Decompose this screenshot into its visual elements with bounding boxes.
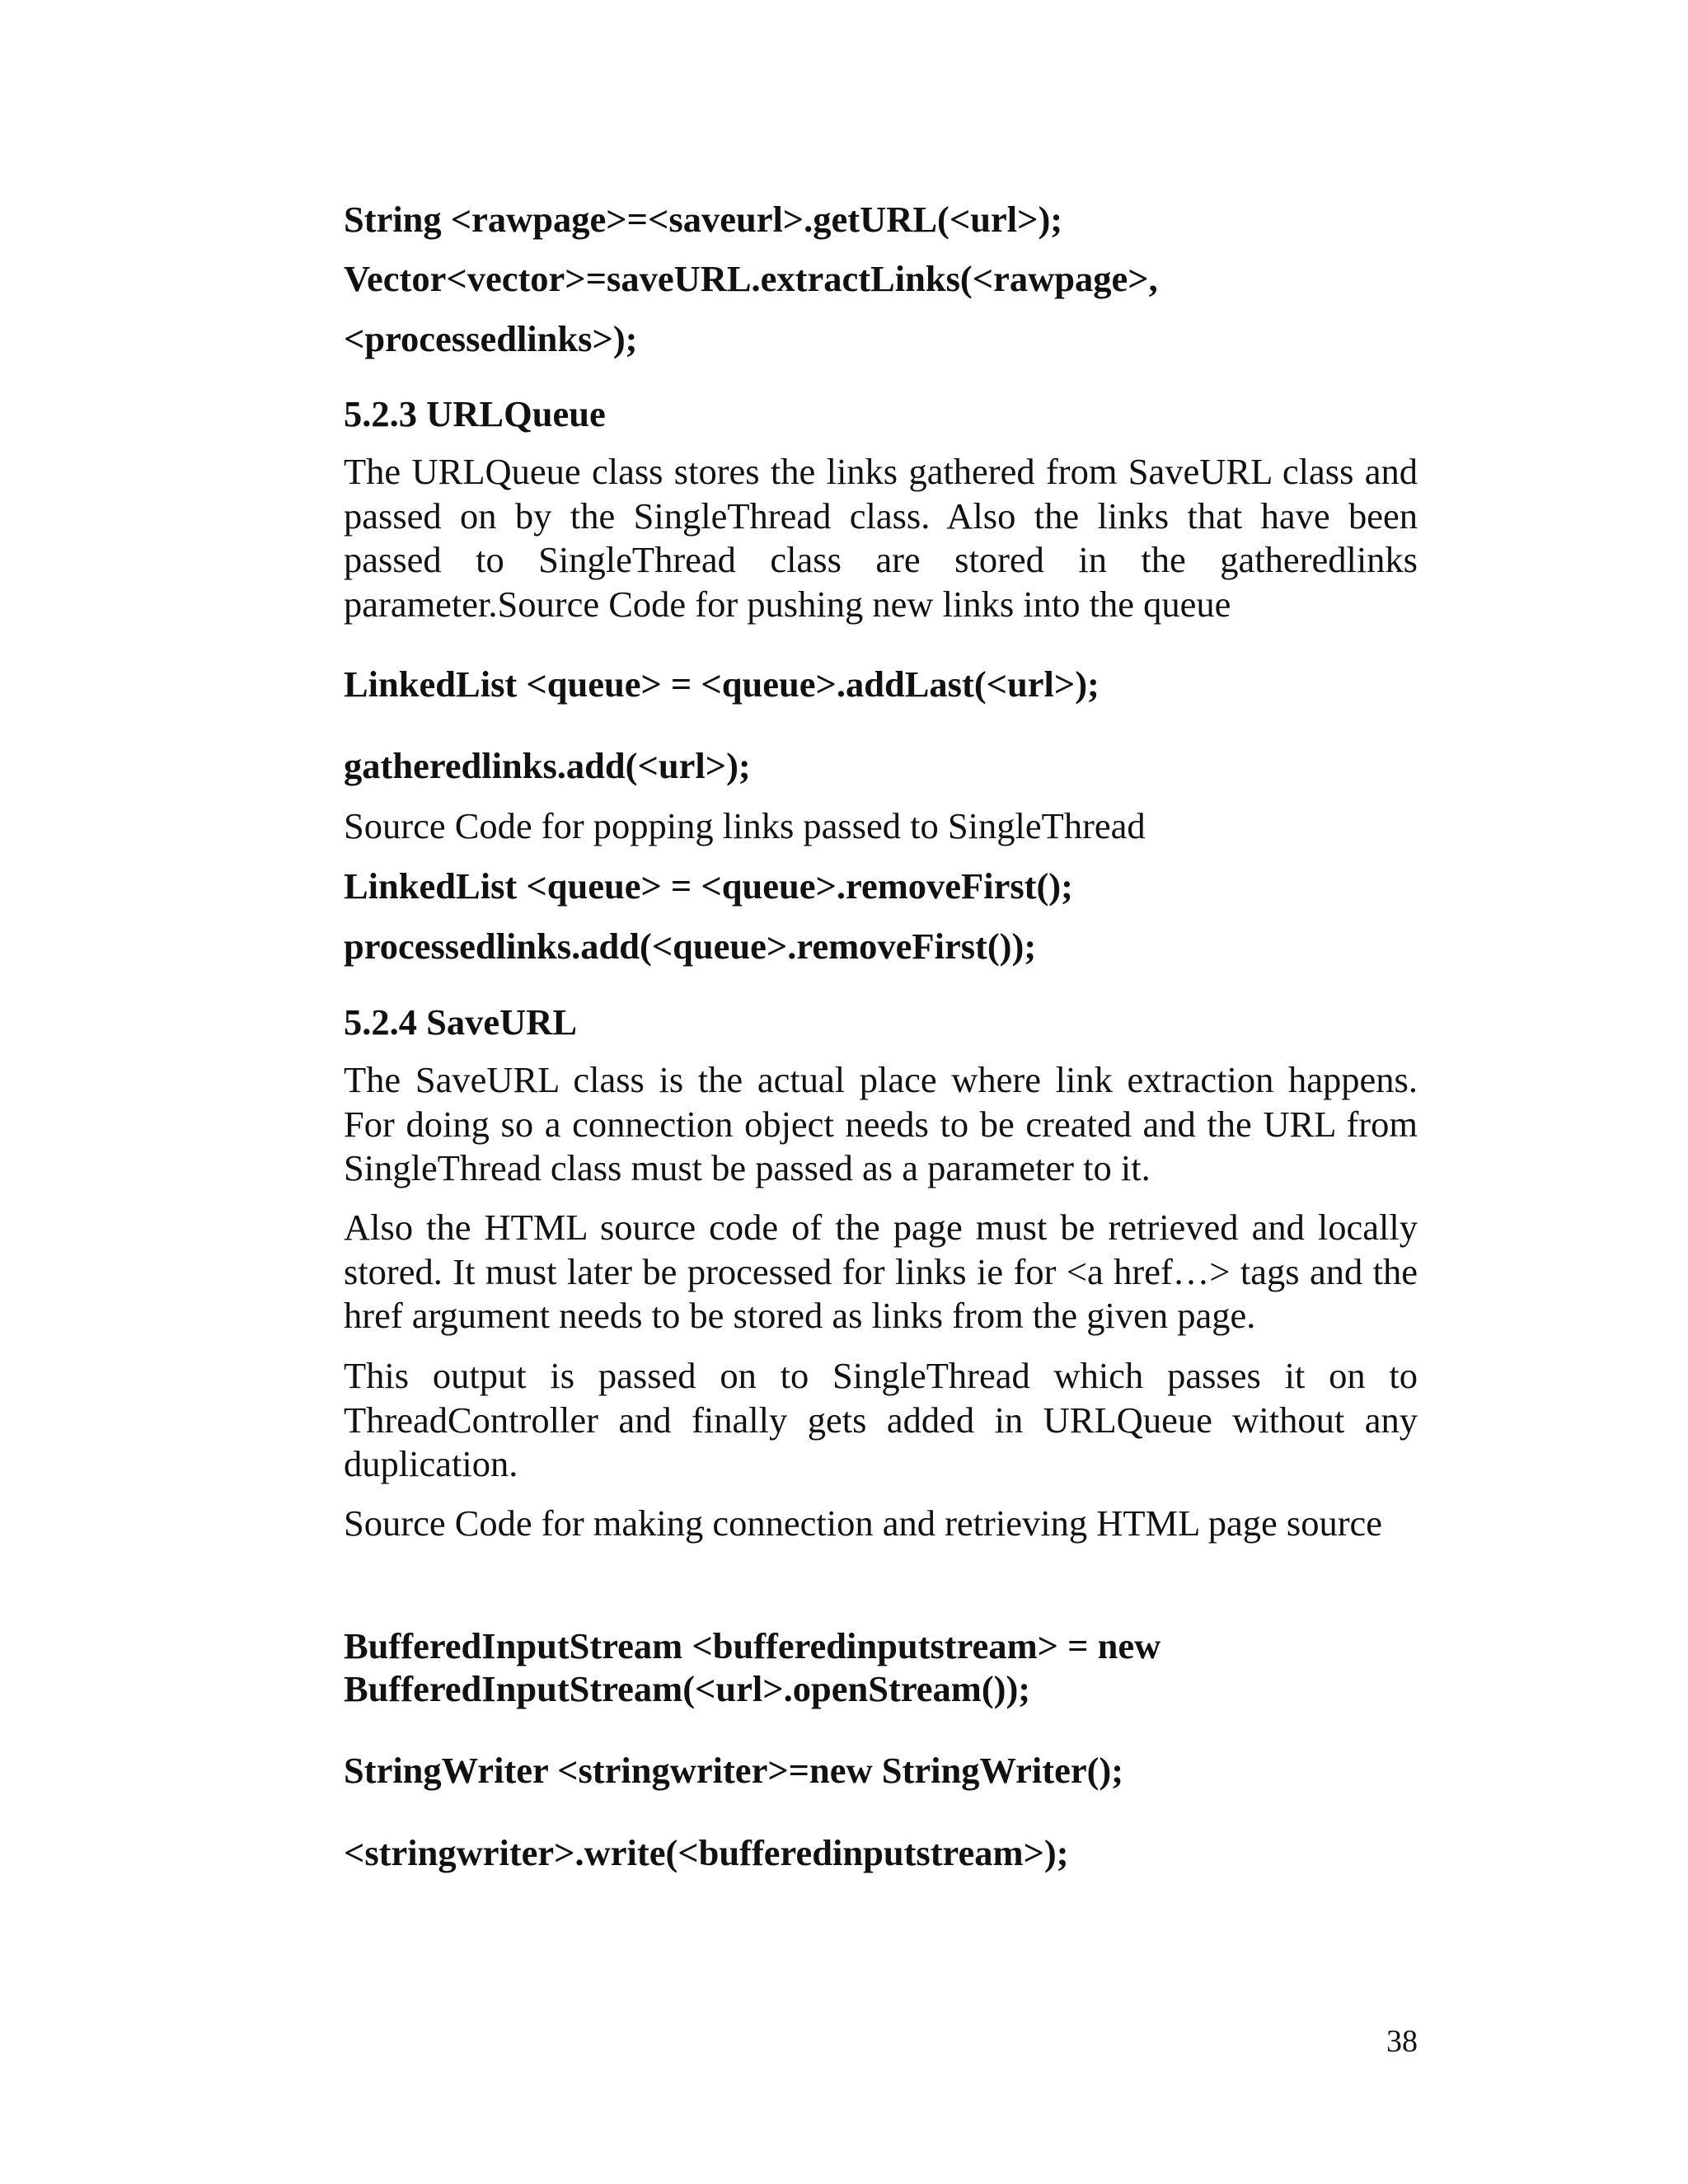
code-line-addLast: LinkedList <queue> = <queue>.addLast(<url>); [344,663,1100,705]
text-popping-intro: Source Code for popping links passed to SingleThread [344,805,1146,846]
code-line-stringwriter-write: <stringwriter>.write(<bufferedinputstream>); [344,1832,1069,1873]
code-line-removeFirst: LinkedList <queue> = <queue>.removeFirst(); [344,865,1073,907]
paragraph-saveurl-1: The SaveURL class is the actual place where link extraction happens. For doing so a connection object needs to be created and the URL from SingleThread class must be passed as a parameter to it. [344,1059,1418,1188]
paragraph-saveurl-3: This output is passed on to SingleThread which passes it on to ThreadController and finally gets added in URLQueue without any duplication. [344,1355,1418,1484]
section-heading-saveurl: 5.2.4 SaveURL [344,1001,578,1043]
code-line-extractLinks: Vector<vector>=saveURL.extractLinks(<rawpage>, [344,258,1158,299]
paragraph-saveurl-2: Also the HTML source code of the page must be retrieved and locally stored. It must later be processed for links ie for <a href…> tags and the href argument needs to be stored as links from the given page. [344,1207,1418,1336]
paragraph-urlqueue-description: The URLQueue class stores the links gathered from SaveURL class and passed on by the SingleThread class. Also the links that have been passed to SingleThread class are stored in the gatheredlinks parameter.Source Code for pushing new links into the queue [344,451,1418,625]
code-line-bufferedinputstream-decl: BufferedInputStream <bufferedinputstream> = new [344,1625,1161,1666]
section-heading-urlqueue: 5.2.3 URLQueue [344,393,606,434]
page-number: 38 [1386,2024,1418,2059]
code-line-gatheredlinks-add: gatheredlinks.add(<url>); [344,745,751,786]
code-line-processedlinks-add: processedlinks.add(<queue>.removeFirst()); [344,926,1037,967]
paragraph-saveurl-4: Source Code for making connection and retrieving HTML page source [344,1502,1383,1544]
code-line-processedlinks: <processedlinks>); [344,318,638,359]
code-line-stringwriter-decl: StringWriter <stringwriter>=new StringWriter(); [344,1750,1124,1791]
code-line-getURL: String <rawpage>=<saveurl>.getURL(<url>); [344,199,1063,240]
code-line-openStream: BufferedInputStream(<url>.openStream()); [344,1668,1031,1709]
